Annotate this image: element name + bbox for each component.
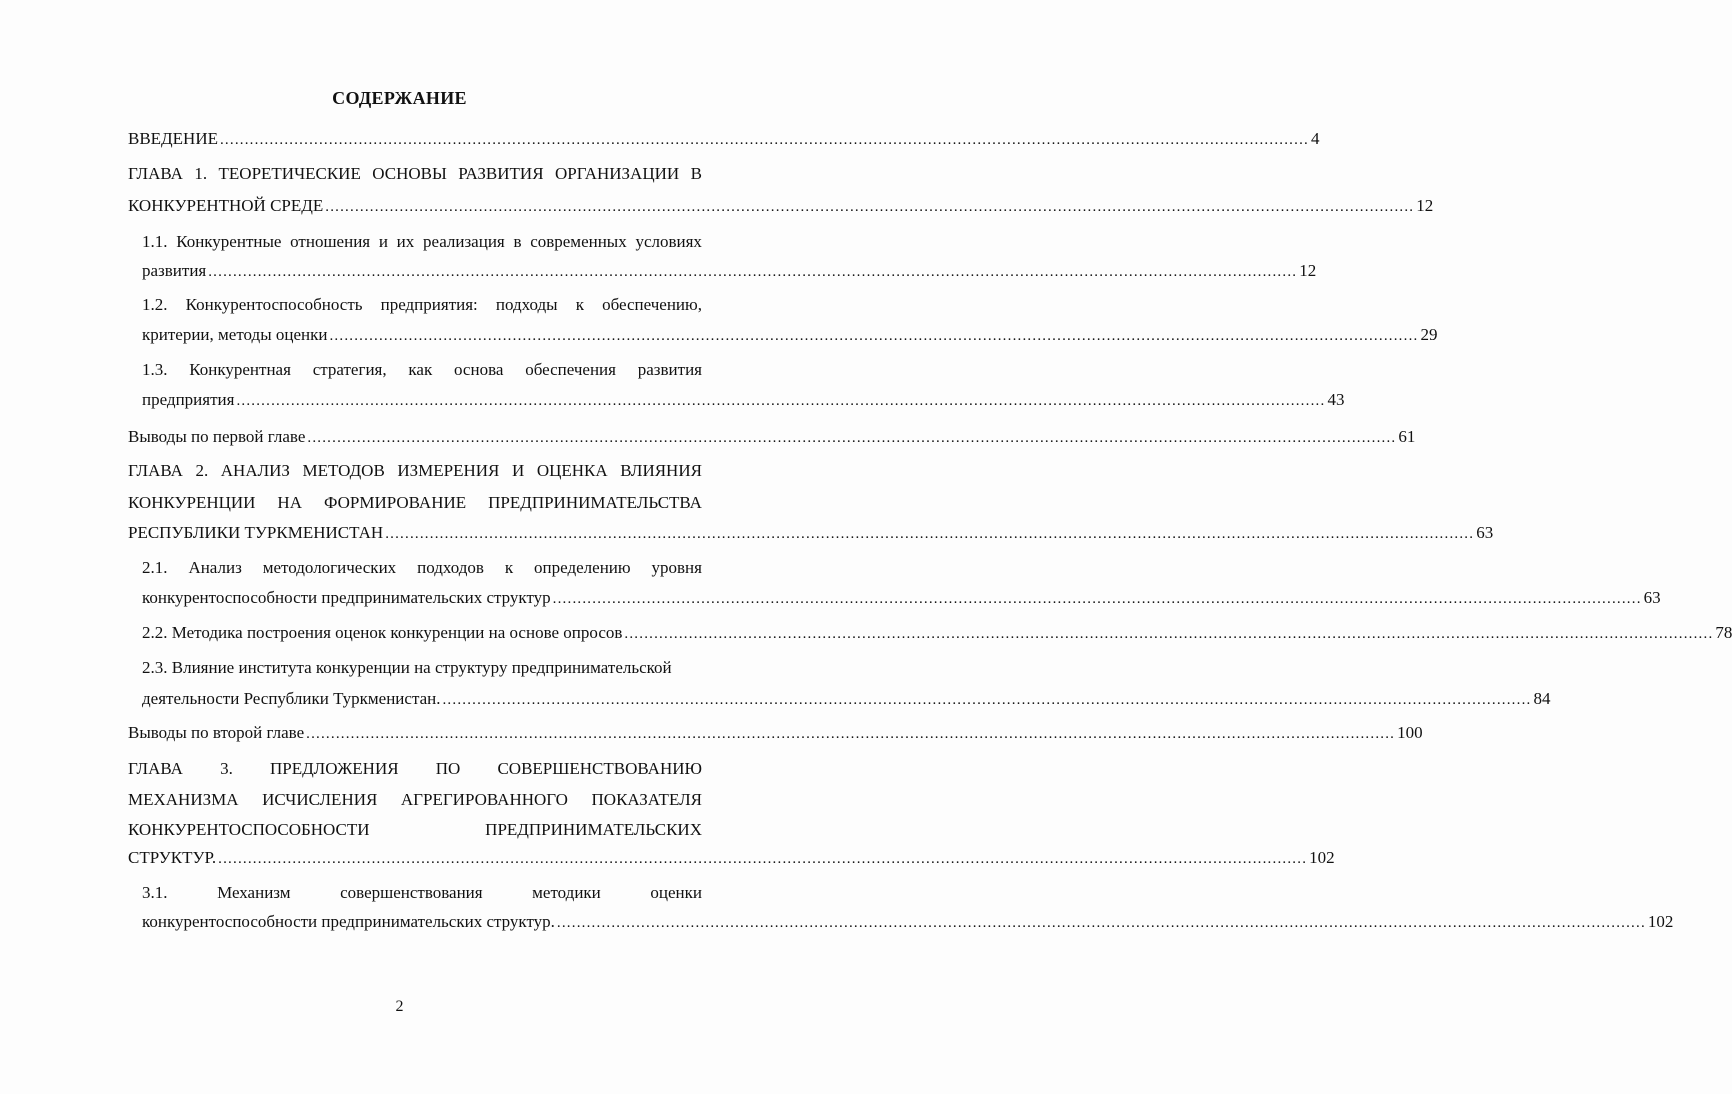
toc-chapter1-line2[interactable]: [128, 193, 1434, 219]
toc-word: ГЛАВА: [128, 461, 183, 480]
toc-entry-text: Выводы по первой главе: [128, 427, 306, 446]
toc-word: ФОРМИРОВАНИЕ: [323, 493, 467, 512]
toc-chapter3-line4[interactable]: [128, 845, 1335, 871]
toc-word: стратегия,: [312, 360, 387, 379]
leader-dots: ............................................................................................................................................................................................................................: [208, 264, 1298, 280]
toc-word: их: [396, 232, 415, 251]
toc-word: Конкурентные: [176, 232, 282, 251]
toc-word: реализация: [422, 232, 505, 251]
leader-dots: ............................................................................................................................................................................................................................: [236, 393, 1326, 409]
toc-section-2-3-line2[interactable]: [142, 686, 1551, 712]
toc-chapter2-line1[interactable]: [128, 458, 702, 484]
toc-page-number: 12: [1299, 261, 1317, 280]
toc-entry-text: РЕСПУБЛИКИ ТУРКМЕНИСТАН: [128, 523, 384, 542]
toc-word: ПОКАЗАТЕЛЯ: [591, 790, 702, 809]
leader-dots: ............................................................................................................................................................................................................................: [329, 328, 1419, 344]
toc-section-2-1-line2[interactable]: [142, 585, 1661, 611]
toc-entry-text: конкурентоспособности предпринимательских структур: [142, 588, 551, 607]
leader-dots: ............................................................................................................................................................................................................................: [385, 526, 1475, 542]
toc-section-3-1-line1[interactable]: [142, 880, 702, 906]
toc-page-number: 63: [1476, 523, 1494, 542]
toc-word: РАЗВИТИЯ: [458, 164, 544, 183]
toc-word: обеспечения: [525, 360, 616, 379]
toc-word: Конкурентоспособность: [185, 295, 363, 314]
toc-word: 2.1.: [142, 558, 168, 577]
toc-word: 2.: [195, 461, 209, 480]
toc-word: современных: [530, 232, 627, 251]
toc-entry-text: 2.3. Влияние института конкуренции на структуру предпринимательской: [142, 658, 672, 677]
toc-chapter3-line2[interactable]: [128, 787, 702, 813]
leader-dots: ............................................................................................................................................................................................................................: [307, 430, 1397, 446]
toc-word: как: [408, 360, 433, 379]
toc-word: Механизм: [217, 883, 291, 902]
toc-word: 1.: [194, 164, 208, 183]
toc-page-number: 63: [1643, 588, 1661, 607]
toc-entry-text: 2.2. Методика построения оценок конкуренции на основе опросов: [142, 623, 623, 642]
page-title: СОДЕРЖАНИЕ: [332, 88, 467, 108]
toc-entry-introduction[interactable]: [128, 126, 1320, 152]
toc-word: Анализ: [188, 558, 242, 577]
toc-word: предприятия:: [380, 295, 478, 314]
toc-section-2-1-line1[interactable]: [142, 555, 702, 581]
leader-dots: ............................................................................................................................................................................................................................: [552, 591, 1642, 607]
toc-word: подходы: [495, 295, 558, 314]
page-number: 2: [395, 998, 404, 1015]
toc-entry-text: КОНКУРЕНТНОЙ СРЕДЕ: [128, 196, 324, 215]
toc-section-1-2-line2[interactable]: [142, 322, 1438, 348]
toc-word: АНАЛИЗ: [220, 461, 290, 480]
toc-word: обеспечению,: [602, 295, 702, 314]
toc-word: КОНКУРЕНТОСПОСОБНОСТИ: [128, 820, 370, 839]
toc-word: ПО: [435, 759, 461, 778]
toc-word: отношения: [290, 232, 371, 251]
toc-word: к: [575, 295, 584, 314]
toc-word: 3.: [220, 759, 233, 778]
toc-word: методики: [532, 883, 601, 902]
toc-entry-text: деятельности Республики Туркменистан.: [142, 689, 441, 708]
toc-word: ИСЧИСЛЕНИЯ: [262, 790, 378, 809]
leader-dots: ............................................................................................................................................................................................................................: [624, 626, 1714, 642]
toc-word: АГРЕГИРОВАННОГО: [400, 790, 568, 809]
toc-page-number: 61: [1398, 427, 1416, 446]
toc-word: в: [513, 232, 522, 251]
toc-page-number: 12: [1416, 196, 1434, 215]
toc-section-1-3-line2[interactable]: [142, 387, 1345, 413]
toc-word: методологических: [262, 558, 397, 577]
toc-word: к: [504, 558, 514, 577]
toc-entry-text: критерии, методы оценки: [142, 325, 328, 344]
toc-word: 1.2.: [142, 295, 168, 314]
toc-word: оценки: [650, 883, 702, 902]
toc-section-1-3-line1[interactable]: [142, 357, 702, 383]
toc-word: КОНКУРЕНЦИИ: [128, 493, 256, 512]
toc-page-number: 84: [1533, 689, 1551, 708]
toc-page-number: 102: [1647, 912, 1674, 931]
toc-word: ГЛАВА: [128, 164, 183, 183]
toc-word: условиях: [635, 232, 702, 251]
toc-word: 1.3.: [142, 360, 168, 379]
toc-word: ОСНОВЫ: [372, 164, 447, 183]
toc-word: ИЗМЕРЕНИЯ: [397, 461, 500, 480]
toc-page-number: 102: [1309, 848, 1335, 867]
toc-word: И: [511, 461, 525, 480]
toc-section-3-1-line2[interactable]: [142, 909, 1674, 935]
toc-entry-text: конкурентоспособности предпринимательских структур.: [142, 912, 555, 931]
toc-word: ПРЕДПРИНИМАТЕЛЬСТВА: [488, 493, 702, 512]
toc-word: ВЛИЯНИЯ: [620, 461, 702, 480]
toc-word: совершенствования: [340, 883, 483, 902]
toc-word: и: [378, 232, 388, 251]
toc-word: развития: [637, 360, 702, 379]
toc-section-2-2[interactable]: [142, 620, 1732, 646]
toc-word: НА: [277, 493, 302, 512]
toc-entry-text: ВВЕДЕНИЕ: [128, 129, 218, 148]
toc-chapter1-line1[interactable]: [128, 161, 702, 187]
toc-word: МЕХАНИЗМА: [128, 790, 239, 809]
toc-word: Конкурентная: [189, 360, 291, 379]
leader-dots: ............................................................................................................................................................................................................................: [306, 726, 1396, 742]
toc-word: В: [690, 164, 702, 183]
toc-page-number: 100: [1397, 723, 1423, 742]
toc-entry-text: СТРУКТУР.: [128, 848, 217, 867]
leader-dots: ............................................................................................................................................................................................................................: [218, 851, 1308, 867]
toc-page-number: 29: [1420, 325, 1438, 344]
toc-chapter3-line1[interactable]: [128, 756, 702, 782]
toc-word: подходов: [417, 558, 484, 577]
leader-dots: ............................................................................................................................................................................................................................: [442, 692, 1532, 708]
toc-section-2-3-line1[interactable]: [142, 655, 702, 681]
toc-word: ПРЕДПРИНИМАТЕЛЬСКИХ: [485, 820, 702, 839]
toc-word: ТЕОРЕТИЧЕСКИЕ: [218, 164, 361, 183]
leader-dots: ............................................................................................................................................................................................................................: [325, 199, 1415, 215]
toc-word: СОВЕРШЕНСТВОВАНИЮ: [497, 759, 702, 778]
toc-word: ГЛАВА: [128, 759, 183, 778]
toc-page-number: 4: [1310, 129, 1320, 148]
toc-section-1-1-line1[interactable]: [142, 229, 702, 255]
toc-entry-text: развития: [142, 261, 207, 280]
toc-word: ПРЕДЛОЖЕНИЯ: [269, 759, 399, 778]
toc-word: ОРГАНИЗАЦИИ: [554, 164, 680, 183]
toc-entry-conclusion-chapter2[interactable]: [128, 720, 1423, 746]
toc-entry-text: предприятия: [142, 390, 235, 409]
toc-word: уровня: [651, 558, 702, 577]
toc-word: 1.1.: [142, 232, 168, 251]
leader-dots: ............................................................................................................................................................................................................................: [219, 132, 1309, 148]
toc-entry-text: Выводы по второй главе: [128, 723, 305, 742]
toc-section-1-1-line2[interactable]: [142, 258, 1317, 284]
toc-page-number: 78: [1715, 623, 1732, 642]
toc-word: 3.1.: [142, 883, 168, 902]
toc-chapter3-line3[interactable]: [128, 817, 702, 843]
toc-word: МЕТОДОВ: [302, 461, 385, 480]
toc-section-1-2-line1[interactable]: [142, 292, 702, 318]
toc-word: основа: [454, 360, 504, 379]
toc-entry-conclusion-chapter1[interactable]: [128, 424, 1416, 450]
leader-dots: ............................................................................................................................................................................................................................: [556, 915, 1646, 931]
toc-chapter2-line3[interactable]: [128, 520, 1494, 546]
toc-chapter2-line2[interactable]: [128, 490, 702, 516]
toc-page-number: 43: [1327, 390, 1345, 409]
toc-word: определению: [534, 558, 631, 577]
toc-word: ОЦЕНКА: [536, 461, 608, 480]
